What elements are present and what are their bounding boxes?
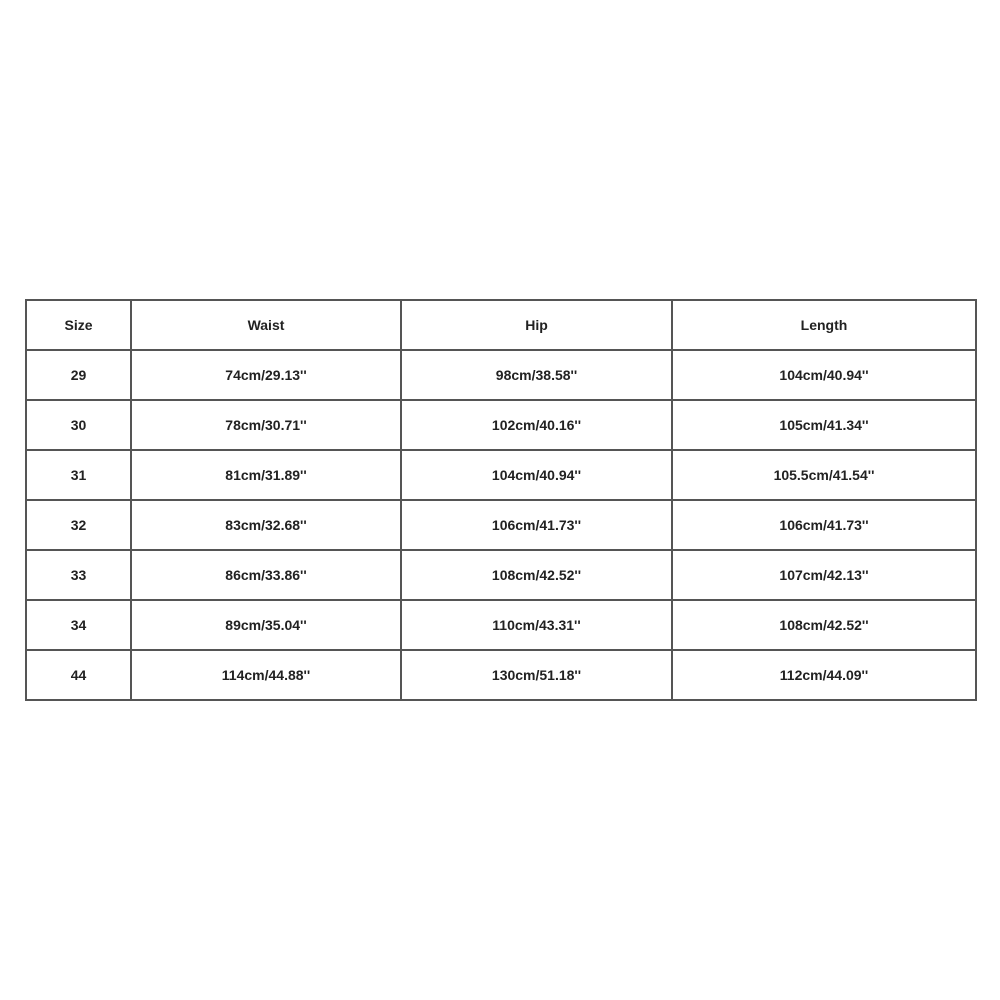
table-row [26,400,976,450]
cell-size: 31 [26,450,131,500]
cell-length: 108cm/42.52'' [672,600,976,650]
table-row [26,650,976,700]
cell-size: 30 [26,400,131,450]
cell-length: 112cm/44.09'' [672,650,976,700]
table-row [26,600,976,650]
table-row [26,500,976,550]
cell-size: 33 [26,550,131,600]
header-hip: Hip [401,300,672,350]
cell-hip: 104cm/40.94'' [401,450,672,500]
cell-hip: 106cm/41.73'' [401,500,672,550]
table-row [26,550,976,600]
header-waist: Waist [131,300,401,350]
cell-waist: 89cm/35.04'' [131,600,401,650]
cell-size: 34 [26,600,131,650]
cell-hip: 98cm/38.58'' [401,350,672,400]
table-header-row [26,300,976,350]
cell-length: 107cm/42.13'' [672,550,976,600]
cell-length: 106cm/41.73'' [672,500,976,550]
cell-hip: 102cm/40.16'' [401,400,672,450]
cell-hip: 130cm/51.18'' [401,650,672,700]
cell-waist: 74cm/29.13'' [131,350,401,400]
table-row [26,350,976,400]
cell-size: 44 [26,650,131,700]
cell-waist: 78cm/30.71'' [131,400,401,450]
header-size: Size [26,300,131,350]
cell-size: 29 [26,350,131,400]
cell-waist: 86cm/33.86'' [131,550,401,600]
cell-length: 104cm/40.94'' [672,350,976,400]
cell-hip: 108cm/42.52'' [401,550,672,600]
cell-size: 32 [26,500,131,550]
cell-waist: 114cm/44.88'' [131,650,401,700]
header-length: Length [672,300,976,350]
cell-length: 105.5cm/41.54'' [672,450,976,500]
cell-length: 105cm/41.34'' [672,400,976,450]
cell-waist: 81cm/31.89'' [131,450,401,500]
cell-waist: 83cm/32.68'' [131,500,401,550]
size-chart-table [25,299,977,701]
table-row [26,450,976,500]
cell-hip: 110cm/43.31'' [401,600,672,650]
